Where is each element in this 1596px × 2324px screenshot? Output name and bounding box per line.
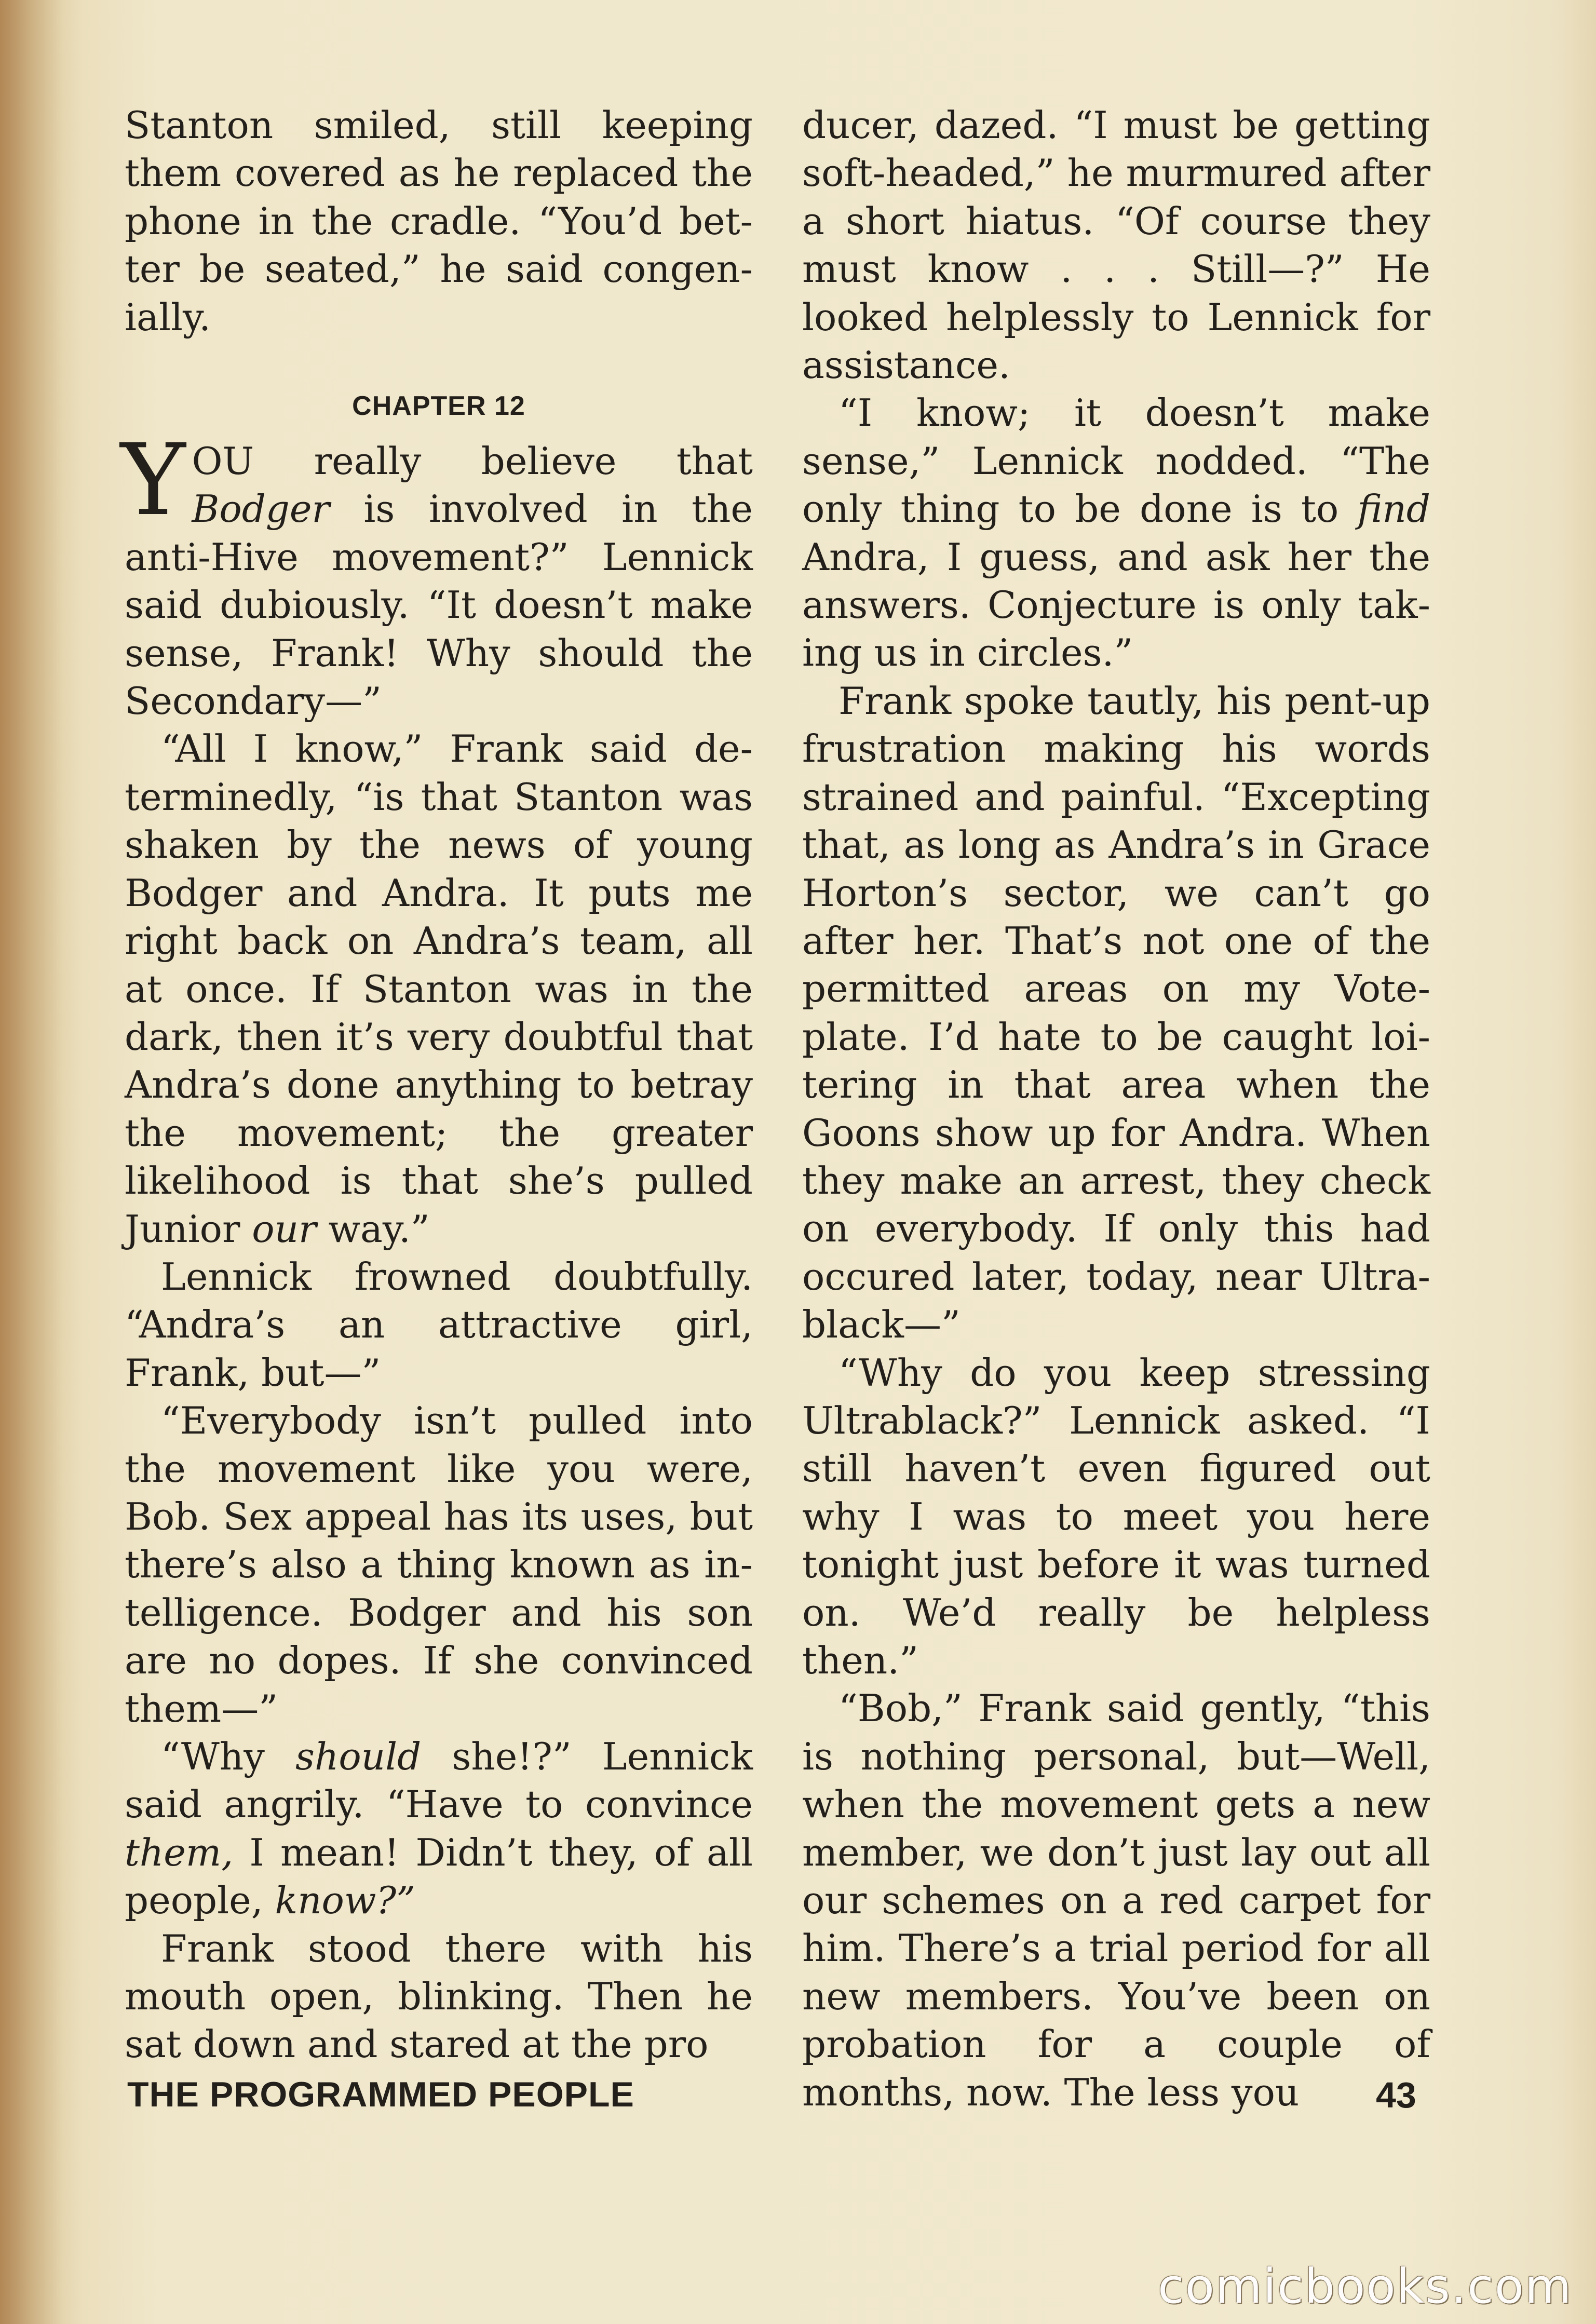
paragraph-stanton-smiled: Stanton smiled, still keeping them covered as he replaced the phone in the cradle. “You’d better be seated,” he said congenially. [125,103,753,339]
right-column [802,101,1430,2116]
paragraph-everybody: “Everybody isn’t pulled into the movement like you were, Bob. Sex appeal has its uses, but there’s also a thing known as intelligence. Bodger and his son are no dopes. If she convinced them—” [125,1399,753,1731]
left-column [120,101,753,2069]
paragraph-why-do-you: “Why do you keep stressing Ultrablack?” Lennick asked. “I still haven’t even figured out why I was to meet you here tonight just before it was turned on. We’d really be helpless then.” [802,1350,1430,1682]
page-number: 43 [1376,2075,1416,2115]
paragraph-ducer-dazed: ducer, dazed. “I must be getting soft-headed,” he murmured after a short hiatus. “Of course they must know . . . Still—?” He looked helplessly to Lennick for assistance. [802,103,1430,387]
drop-cap: Y [120,423,186,538]
paragraph-you-really-believe: YOU really believe that Bodger is involved in the anti-Hive movement?” Lennick said dubiously. “It doesn’t make sense, Frank! Why should the Secondary—” [120,423,753,723]
running-footer-title: THE PROGRAMMED PEOPLE [127,2075,634,2114]
paragraph-why-should: “Why should she!?” Lennick said angrily. “Have to convince them, I mean! Didn’t they, of all people, know?” [125,1735,753,1923]
paragraph-all-i-know: “All I know,” Frank said determinedly, “is that Stanton was shaken by the news of young Bodger and Andra. It puts me right back on Andra’s team, all at once. If Stanton was in the dark, then it’s very doubtful that Andra’s done anything to betray the movement; the greater likelihood is that she’s pulled Junior our way.” [125,727,753,1251]
paragraph-i-know: “I know; it doesn’t make sense,” Lennick nodded. “The only thing to be done is to find Andra, I guess, and ask her the answers. Conjecture is only taking us in circles.” [802,391,1430,675]
paragraph-lennick-frowned: Lennick frowned doubtfully. “Andra’s an attractive girl, Frank, but—” [125,1254,753,1395]
watermark: comicbooks.com [1158,2259,1573,2314]
paragraph-frank-stood: Frank stood there with his mouth open, blinking. Then he sat down and stared at the pro [125,1926,753,2066]
spine-shadow [0,0,62,2324]
chapter-heading: CHAPTER 12 [352,391,525,422]
paragraph-frank-spoke: Frank spoke tautly, his pent-up frustration making his words strained and painful. “Excepting that, as long as Andra’s in Grace Horton’s sector, we can’t go after her. That’s not one of the permitted areas on my Voteplate. I’d hate to be caught loitering in that area when the Goons show up for Andra. When they make an arrest, they check on everybody. If only this had occured later, today, near Ultrablack—” [802,679,1430,1347]
paragraph-bob: “Bob,” Frank said gently, “this is nothing personal, but—Well, when the movement gets a new member, we don’t just lay out all our schemes on a red carpet for him. There’s a trial period for all new members. You’ve been on probation for a couple of months, now. The less you [802,1686,1430,2114]
